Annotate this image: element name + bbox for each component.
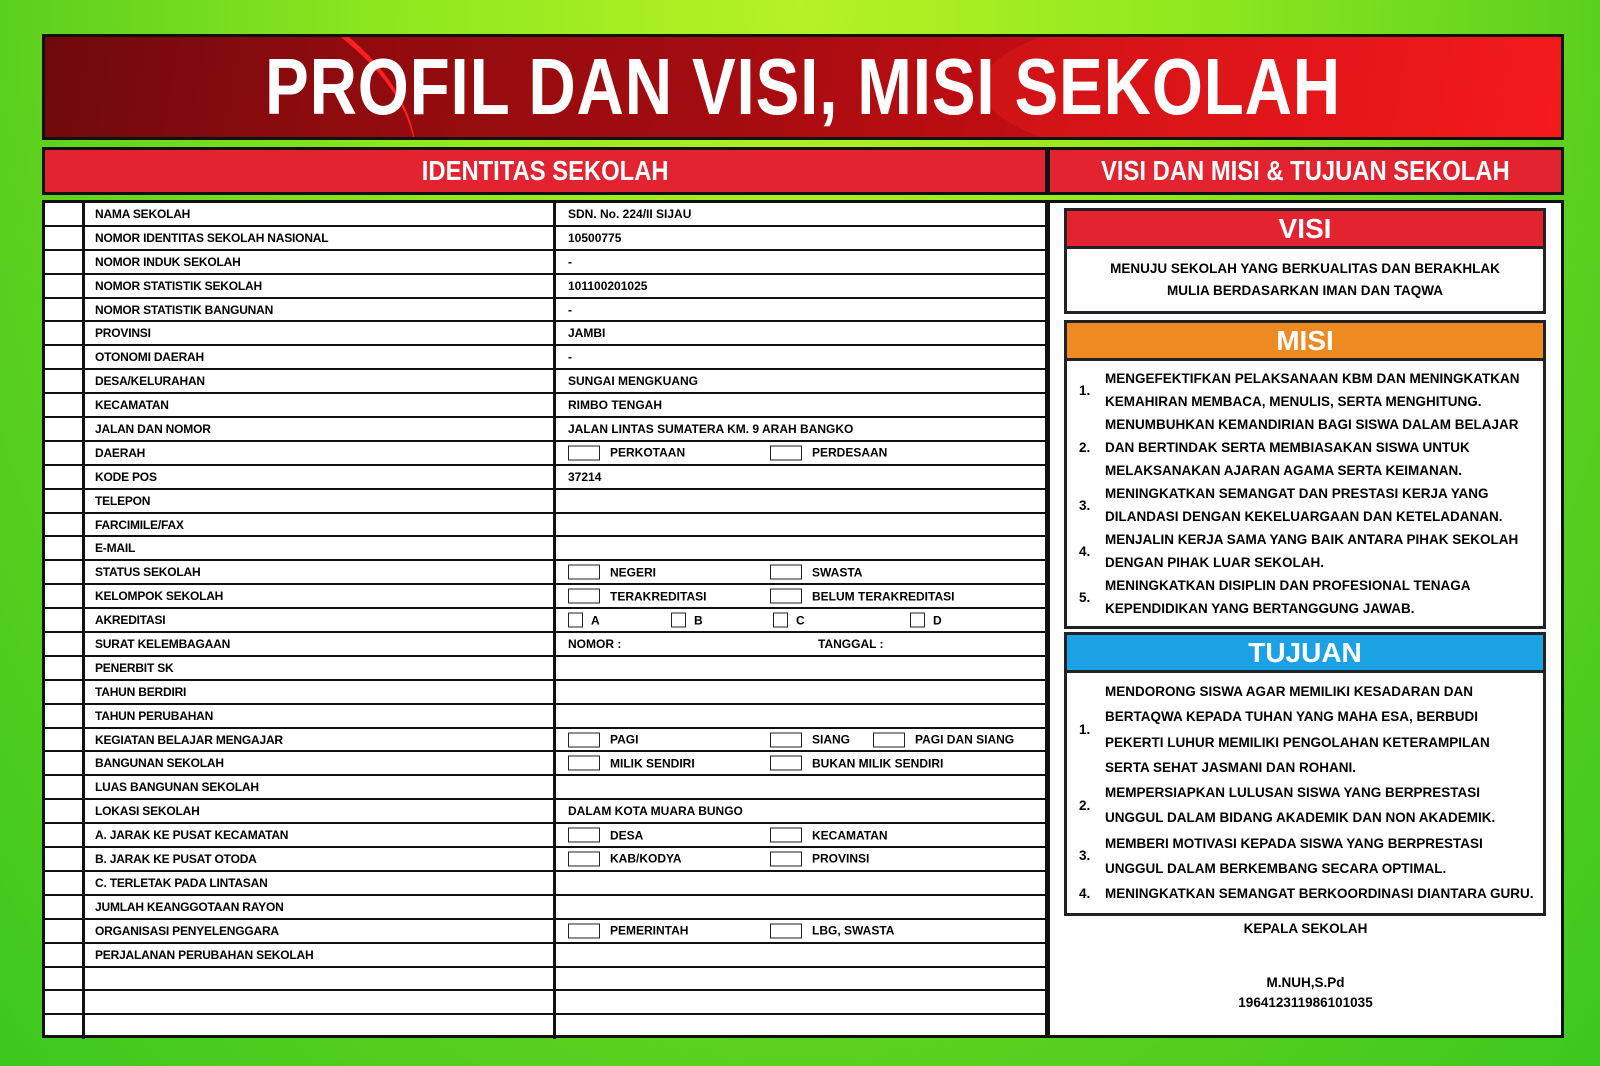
row-label: NOMOR INDUK SEKOLAH: [85, 251, 556, 273]
table-row: [45, 299, 1045, 323]
list-item-text: MENJALIN KERJA SAMA YANG BAIK ANTARA PIHAK SEKOLAH DENGAN PIHAK LUAR SEKOLAH.: [1105, 532, 1519, 570]
row-label: NOMOR STATISTIK BANGUNAN: [85, 299, 556, 321]
checkbox-option[interactable]: [568, 828, 643, 843]
row-value[interactable]: -: [568, 254, 572, 269]
table-row: [45, 896, 1045, 920]
signature-name: M.NUH,S.Pd: [1266, 975, 1345, 990]
row-value: [556, 752, 1045, 774]
row-value[interactable]: [556, 991, 1045, 1013]
row-label: A. JARAK KE PUSAT KECAMATAN: [85, 824, 556, 846]
checkbox-option[interactable]: [568, 589, 706, 604]
list-item: [1079, 831, 1537, 882]
identitas-header-label: IDENTITAS SEKOLAH: [421, 155, 669, 186]
row-label: B. JARAK KE PUSAT OTODA: [85, 848, 556, 870]
row-number-cell: [45, 370, 85, 392]
row-label: KODE POS: [85, 466, 556, 488]
row-label: KEGIATAN BELAJAR MENGAJAR: [85, 729, 556, 751]
row-value: [556, 729, 1045, 751]
row-label: PERJALANAN PERUBAHAN SEKOLAH: [85, 944, 556, 966]
row-number-cell: [45, 872, 85, 894]
checkbox-label: D: [933, 613, 942, 628]
row-value[interactable]: [556, 968, 1045, 990]
row-label: TELEPON: [85, 490, 556, 512]
table-row: [45, 729, 1045, 753]
identity-table: [42, 200, 1048, 1038]
table-row: [45, 991, 1045, 1015]
list-item: [1079, 528, 1537, 574]
row-label: [85, 1015, 556, 1039]
row-value: [556, 824, 1045, 846]
list-item: [1079, 482, 1537, 528]
checkbox-icon[interactable]: [568, 565, 600, 580]
row-value[interactable]: DALAM KOTA MUARA BUNGO: [568, 804, 743, 819]
checkbox-icon[interactable]: [770, 589, 802, 604]
tanggal-field[interactable]: TANGGAL :: [818, 636, 884, 651]
checkbox-icon[interactable]: [568, 923, 600, 938]
checkbox-label: LBG, SWASTA: [812, 923, 895, 938]
table-row: [45, 514, 1045, 538]
list-item-number: 2.: [1079, 797, 1091, 813]
table-row: [45, 681, 1045, 705]
table-row: [45, 848, 1045, 872]
checkbox-label: DESA: [610, 828, 644, 843]
table-row: [45, 705, 1045, 729]
list-item-number: 5.: [1079, 589, 1091, 605]
row-label: JALAN DAN NOMOR: [85, 418, 556, 440]
list-item-text: MENINGKATKAN SEMANGAT BERKOORDINASI DIANTARA GURU.: [1105, 886, 1534, 902]
row-label: JUMLAH KEANGGOTAAN RAYON: [85, 896, 556, 918]
checkbox-label: SIANG: [812, 732, 851, 747]
signature-nip: 196412311986101035: [1238, 995, 1373, 1010]
row-label: NAMA SEKOLAH: [85, 203, 556, 225]
checkbox-icon[interactable]: [770, 923, 802, 938]
list-item: [1079, 413, 1537, 482]
row-value[interactable]: [556, 1015, 1045, 1039]
list-item-text: MEMBERI MOTIVASI KEPADA SISWA YANG BERPRESTASI UNGGUL DALAM BERKEMBANG SECARA OPTIMAL.: [1105, 835, 1483, 877]
nomor-field[interactable]: NOMOR :: [568, 636, 622, 651]
table-row: [45, 944, 1045, 968]
row-value: [556, 561, 1045, 583]
row-value[interactable]: [556, 490, 1045, 512]
row-number-cell: [45, 466, 85, 488]
row-value: [556, 442, 1045, 464]
list-item-number: 2.: [1079, 440, 1091, 455]
list-item-text: MENINGKATKAN SEMANGAT DAN PRESTASI KERJA YANG DILANDASI DENGAN KEKELUARGAAN DAN KETELADANAN.: [1105, 486, 1503, 524]
list-item-number: 4.: [1079, 543, 1091, 559]
row-number-cell: [45, 968, 85, 990]
visi-title: VISI: [1067, 211, 1543, 249]
row-label: OTONOMI DAERAH: [85, 346, 556, 368]
checkbox-label: PAGI DAN SIANG: [915, 732, 1015, 747]
checkbox-label: PAGI: [610, 732, 639, 747]
table-row: [45, 633, 1045, 657]
row-value[interactable]: 10500775: [568, 230, 622, 245]
table-row: [45, 657, 1045, 681]
row-label: TAHUN BERDIRI: [85, 681, 556, 703]
visi-text: [1067, 249, 1543, 311]
checkbox-option[interactable]: [770, 851, 869, 866]
list-item: [1079, 881, 1537, 906]
row-number-cell: [45, 514, 85, 536]
list-item: [1079, 574, 1537, 620]
table-row: [45, 920, 1045, 944]
checkbox-icon[interactable]: [770, 732, 802, 747]
row-value: [556, 633, 1045, 655]
checkbox-option[interactable]: [568, 923, 688, 938]
row-number-cell: [45, 442, 85, 464]
checkbox-label: TERAKREDITASI: [610, 589, 707, 604]
row-label: PROVINSI: [85, 322, 556, 344]
row-label: NOMOR STATISTIK SEKOLAH: [85, 275, 556, 297]
checkbox-icon[interactable]: [568, 756, 600, 771]
row-number-cell: [45, 585, 85, 607]
row-value[interactable]: -: [568, 350, 572, 365]
table-row: [45, 418, 1045, 442]
checkbox-icon[interactable]: [770, 851, 802, 866]
checkbox-label: A: [591, 613, 600, 628]
checkbox-option[interactable]: [568, 732, 638, 747]
tujuan-card: [1064, 632, 1546, 916]
row-label: FARCIMILE/FAX: [85, 514, 556, 536]
row-label: [85, 968, 556, 990]
checkbox-option[interactable]: [568, 613, 600, 628]
row-number-cell: [45, 251, 85, 273]
table-row: [45, 1015, 1045, 1039]
row-value[interactable]: [556, 776, 1045, 798]
row-label: KELOMPOK SEKOLAH: [85, 585, 556, 607]
checkbox-option[interactable]: [873, 732, 1014, 747]
row-number-cell: [45, 609, 85, 631]
table-row: [45, 322, 1045, 346]
checkbox-label: KAB/KODYA: [610, 851, 682, 866]
checkbox-option[interactable]: [568, 565, 656, 580]
row-label: PENERBIT SK: [85, 657, 556, 679]
checkbox-icon[interactable]: [873, 732, 905, 747]
row-label: [85, 991, 556, 1013]
list-item-number: 1.: [1079, 382, 1091, 398]
table-row: [45, 609, 1045, 633]
row-label: BANGUNAN SEKOLAH: [85, 752, 556, 774]
row-value[interactable]: 101100201025: [568, 278, 648, 293]
row-number-cell: [45, 776, 85, 798]
row-number-cell: [45, 1015, 85, 1039]
list-item-number: 3.: [1079, 848, 1091, 864]
row-value[interactable]: SUNGAI MENGKUANG: [568, 374, 699, 389]
signature-role: KEPALA SEKOLAH: [1243, 921, 1368, 936]
checkbox-icon[interactable]: [568, 828, 600, 843]
checkbox-label: NEGERI: [610, 565, 657, 580]
list-item-number: 1.: [1079, 721, 1091, 737]
checkbox-icon[interactable]: [910, 613, 925, 628]
row-label: LUAS BANGUNAN SEKOLAH: [85, 776, 556, 798]
row-value[interactable]: JAMBI: [568, 326, 606, 341]
row-number-cell: [45, 490, 85, 512]
checkbox-option[interactable]: [770, 732, 850, 747]
list-item: [1079, 780, 1537, 831]
checkbox-option[interactable]: [770, 756, 943, 771]
list-item-text: MENUMBUHKAN KEMANDIRIAN BAGI SISWA DALAM BELAJAR DAN BERTINDAK SERTA MEMBIASAKAN SISWA UNTUK MELAKSANAKAN AJARAN AGAMA SERTA KEIMANAN.: [1105, 417, 1519, 478]
row-label: NOMOR IDENTITAS SEKOLAH NASIONAL: [85, 227, 556, 249]
checkbox-label: KECAMATAN: [812, 828, 888, 843]
page-title: PROFIL DAN VISI, MISI SEKOLAH: [265, 42, 1341, 131]
row-label: DESA/KELURAHAN: [85, 370, 556, 392]
row-number-cell: [45, 729, 85, 751]
row-value[interactable]: [556, 537, 1045, 559]
row-value[interactable]: SDN. No. 224/II SIJAU: [568, 206, 692, 221]
checkbox-label: B: [694, 613, 703, 628]
checkbox-icon[interactable]: [770, 565, 802, 580]
checkbox-label: PERKOTAAN: [610, 445, 686, 460]
row-label: AKREDITASI: [85, 609, 556, 631]
table-row: [45, 490, 1045, 514]
row-number-cell: [45, 657, 85, 679]
list-item-number: 3.: [1079, 497, 1091, 513]
table-row: [45, 872, 1045, 896]
checkbox-option[interactable]: [568, 851, 682, 866]
checkbox-label: PEMERINTAH: [610, 923, 689, 938]
list-item: [1079, 367, 1537, 413]
table-row: [45, 466, 1045, 490]
checkbox-icon[interactable]: [568, 851, 600, 866]
table-row: [45, 370, 1045, 394]
checkbox-icon[interactable]: [568, 613, 583, 628]
table-row: [45, 561, 1045, 585]
row-label: STATUS SEKOLAH: [85, 561, 556, 583]
visi-card: [1064, 208, 1546, 314]
checkbox-option[interactable]: [770, 828, 888, 843]
table-row: [45, 203, 1045, 227]
row-label: KECAMATAN: [85, 394, 556, 416]
checkbox-icon[interactable]: [770, 756, 802, 771]
visi-misi-panel: [1047, 200, 1564, 1038]
row-value[interactable]: -: [568, 302, 572, 317]
list-item-text: MENGEFEKTIFKAN PELAKSANAAN KBM DAN MENINGKATKAN KEMAHIRAN MEMBACA, MENULIS, SERTA MENGHITUNG.: [1105, 371, 1520, 409]
checkbox-icon[interactable]: [770, 828, 802, 843]
list-item-number: 4.: [1079, 886, 1091, 902]
table-row: [45, 776, 1045, 800]
checkbox-icon[interactable]: [568, 732, 600, 747]
checkbox-icon[interactable]: [568, 445, 600, 460]
tujuan-list: [1067, 673, 1543, 913]
title-banner: [42, 34, 1564, 140]
row-number-cell: [45, 346, 85, 368]
row-number-cell: [45, 227, 85, 249]
row-value[interactable]: RIMBO TENGAH: [568, 398, 662, 413]
row-label: SURAT KELEMBAGAAN: [85, 633, 556, 655]
checkbox-option[interactable]: [770, 565, 862, 580]
row-value: [556, 609, 1045, 631]
row-label: C. TERLETAK PADA LINTASAN: [85, 872, 556, 894]
row-number-cell: [45, 537, 85, 559]
row-number-cell: [45, 322, 85, 344]
row-value[interactable]: [556, 705, 1045, 727]
row-number-cell: [45, 681, 85, 703]
visi-text-line: MULIA BERDASARKAN IMAN DAN TAQWA: [1167, 283, 1443, 298]
visi-misi-header-label: VISI DAN MISI & TUJUAN SEKOLAH: [1101, 155, 1510, 186]
checkbox-label: SWASTA: [812, 565, 863, 580]
table-row: [45, 537, 1045, 561]
row-number-cell: [45, 920, 85, 942]
row-value[interactable]: [556, 872, 1045, 894]
row-number-cell: [45, 896, 85, 918]
row-label: ORGANISASI PENYELENGGARA: [85, 920, 556, 942]
row-value[interactable]: [556, 681, 1045, 703]
row-number-cell: [45, 848, 85, 870]
row-number-cell: [45, 275, 85, 297]
identitas-header: [42, 147, 1048, 195]
list-item-text: MEMPERSIAPKAN LULUSAN SISWA YANG BERPRESTASI UNGGUL DALAM BIDANG AKADEMIK DAN NON AKADEMIK.: [1105, 785, 1496, 826]
checkbox-option[interactable]: [671, 613, 703, 628]
checkbox-option[interactable]: [910, 613, 942, 628]
table-row: [45, 968, 1045, 992]
table-row: [45, 346, 1045, 370]
checkbox-option[interactable]: [770, 589, 954, 604]
table-row: [45, 752, 1045, 776]
misi-list: [1067, 361, 1543, 626]
row-number-cell: [45, 203, 85, 225]
table-row: [45, 824, 1045, 848]
table-row: [45, 251, 1045, 275]
row-number-cell: [45, 633, 85, 655]
list-item: [1079, 679, 1537, 780]
row-value: [556, 848, 1045, 870]
table-row: [45, 227, 1045, 251]
checkbox-label: PERDESAAN: [812, 445, 888, 460]
row-value: [556, 585, 1045, 607]
row-label: DAERAH: [85, 442, 556, 464]
checkbox-option[interactable]: [568, 756, 695, 771]
checkbox-option[interactable]: [568, 445, 685, 460]
row-value[interactable]: 37214: [568, 469, 602, 484]
row-number-cell: [45, 394, 85, 416]
row-value[interactable]: JALAN LINTAS SUMATERA KM. 9 ARAH BANGKO: [568, 421, 854, 436]
list-item-text: MENINGKATKAN DISIPLIN DAN PROFESIONAL TENAGA KEPENDIDIKAN YANG BERTANGGUNG JAWAB.: [1105, 578, 1471, 616]
table-row: [45, 442, 1045, 466]
row-label: TAHUN PERUBAHAN: [85, 705, 556, 727]
row-value: [556, 920, 1045, 942]
row-number-cell: [45, 991, 85, 1013]
misi-title: MISI: [1067, 323, 1543, 361]
row-value[interactable]: [556, 944, 1045, 966]
checkbox-label: C: [796, 613, 805, 628]
row-number-cell: [45, 752, 85, 774]
checkbox-label: PROVINSI: [812, 851, 870, 866]
row-label: LOKASI SEKOLAH: [85, 800, 556, 822]
list-item-text: MENDORONG SISWA AGAR MEMILIKI KESADARAN DAN BERTAQWA KEPADA TUHAN YANG MAHA ESA, BERBUDI PEKERTI LUHUR MEMILIKI PENGOLAHAN KETERAMPILAN SERTA SEHAT JASMANI DAN ROHANI.: [1105, 684, 1490, 775]
row-number-cell: [45, 561, 85, 583]
row-value[interactable]: [556, 896, 1045, 918]
checkbox-icon[interactable]: [568, 589, 600, 604]
visi-text-line: MENUJU SEKOLAH YANG BERKUALITAS DAN BERAKHLAK: [1110, 261, 1500, 276]
row-number-cell: [45, 705, 85, 727]
checkbox-icon[interactable]: [671, 613, 686, 628]
row-number-cell: [45, 824, 85, 846]
row-value[interactable]: [556, 514, 1045, 536]
row-number-cell: [45, 418, 85, 440]
checkbox-option[interactable]: [770, 445, 887, 460]
table-row: [45, 394, 1045, 418]
visi-misi-header: [1047, 147, 1564, 195]
checkbox-option[interactable]: [773, 613, 805, 628]
checkbox-label: MILIK SENDIRI: [610, 756, 695, 771]
row-label: E-MAIL: [85, 537, 556, 559]
row-value[interactable]: [556, 657, 1045, 679]
table-row: [45, 585, 1045, 609]
row-number-cell: [45, 944, 85, 966]
checkbox-option[interactable]: [770, 923, 894, 938]
row-number-cell: [45, 800, 85, 822]
table-row: [45, 275, 1045, 299]
table-row: [45, 800, 1045, 824]
misi-card: [1064, 320, 1546, 629]
tujuan-title: TUJUAN: [1067, 635, 1543, 673]
row-number-cell: [45, 299, 85, 321]
checkbox-label: BUKAN MILIK SENDIRI: [812, 756, 944, 771]
checkbox-label: BELUM TERAKREDITASI: [812, 589, 955, 604]
checkbox-icon[interactable]: [773, 613, 788, 628]
checkbox-icon[interactable]: [770, 445, 802, 460]
